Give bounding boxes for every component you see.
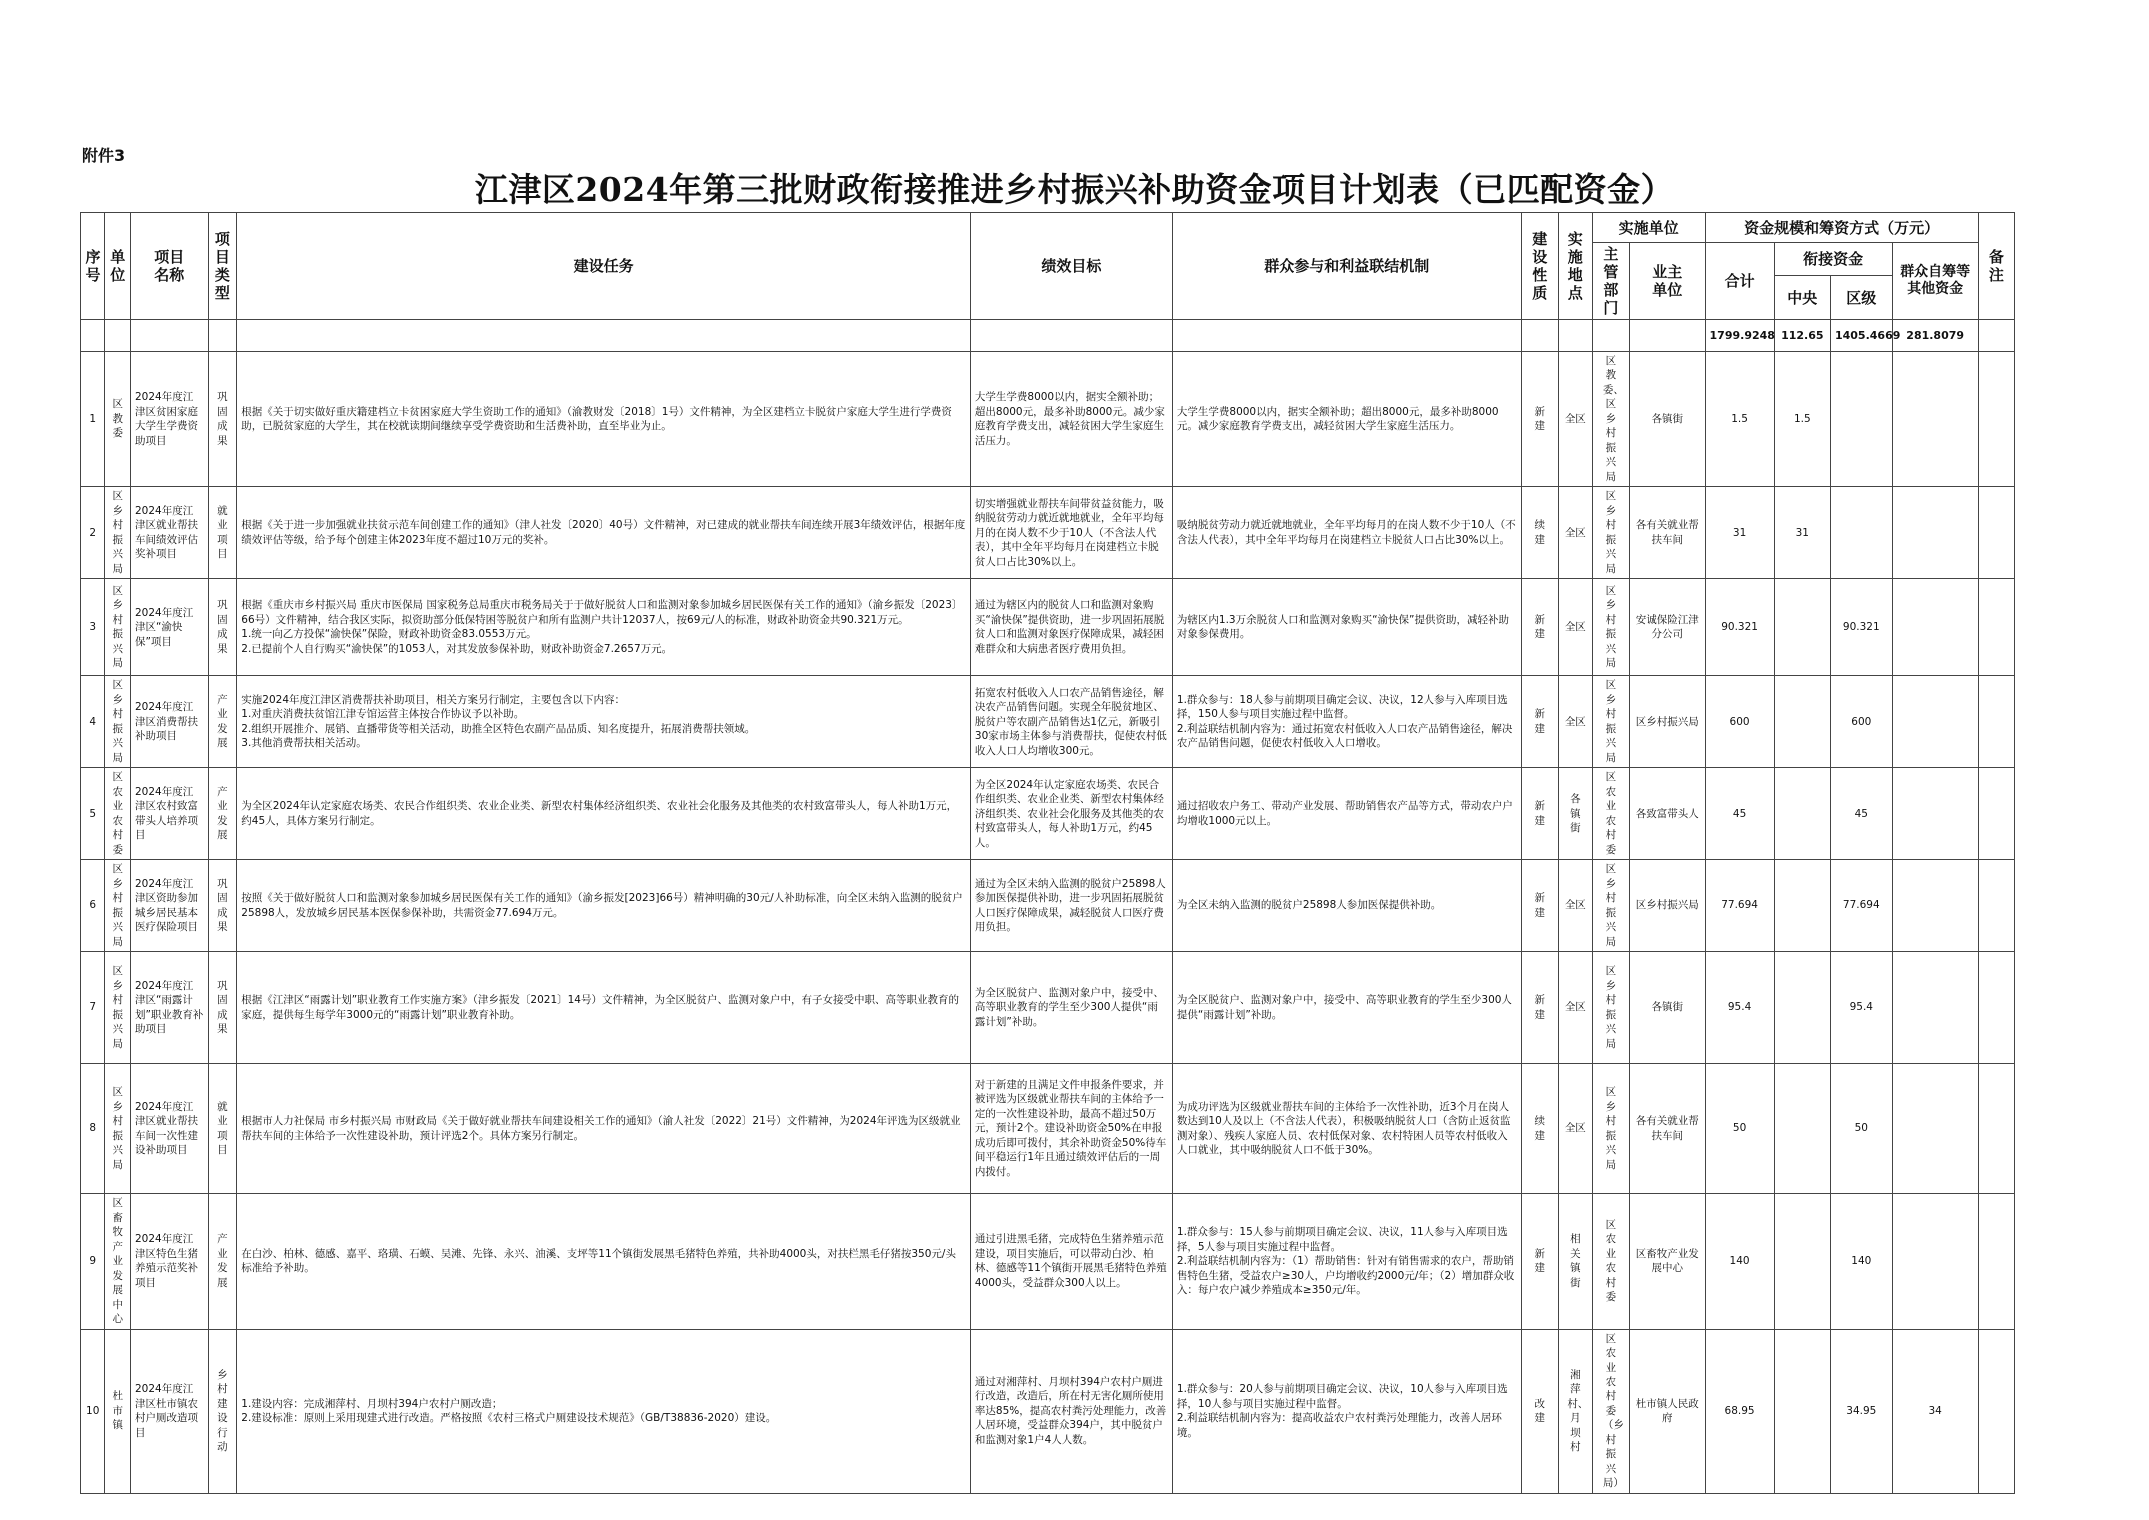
cell-total: 140 bbox=[1705, 1194, 1774, 1329]
cell-self bbox=[1892, 768, 1978, 860]
cell-mechanism: 为全区脱贫户、监测对象户中，接受中、高等职业教育的学生至少300人提供“雨露计划”补助。 bbox=[1172, 952, 1521, 1064]
cell-task: 根据《江津区“雨露计划”职业教育工作实施方案》（津乡振发〔2021〕14号）文件精神，为全区脱贫户、监测对象户中，有子女接受中职、高等职业教育的家庭，提供每生每学年3000元的“雨露计划”职业教育补助。 bbox=[237, 952, 971, 1064]
cell-central bbox=[1774, 1194, 1830, 1329]
cell-unit: 区教委 bbox=[105, 352, 131, 487]
cell-place: 全区 bbox=[1558, 1064, 1592, 1194]
cell-total: 95.4 bbox=[1705, 952, 1774, 1064]
header-nature: 建设性质 bbox=[1521, 213, 1558, 320]
cell-name: 2024年度江津区就业帮扶车间一次性建设补助项目 bbox=[130, 1064, 208, 1194]
cell-goal: 为全区2024年认定家庭农场类、农民合作组织类、农业企业类、新型农村集体经济组织类、农业社会化服务及其他类的农村致富带头人，每人补助1万元，约45人。 bbox=[970, 768, 1172, 860]
totals-row bbox=[81, 320, 2015, 352]
annex-label: 附件3 bbox=[82, 146, 126, 165]
cell-note bbox=[1978, 1329, 2014, 1493]
cell-seq: 8 bbox=[81, 1064, 105, 1194]
cell-nature: 新建 bbox=[1521, 952, 1558, 1064]
header-district: 区级 bbox=[1830, 276, 1892, 320]
table-row bbox=[81, 1329, 2015, 1493]
cell-note bbox=[1978, 768, 2014, 860]
cell-mechanism: 1.群众参与：18人参与前期项目确定会议、决议，12人参与入库项目选择，150人参与项目实施过程中监督。 2.利益联结机制内容为：通过拓宽农村低收入人口农产品销售途径，解决农产品销售问题，促使农村低收入人口增收。 bbox=[1172, 676, 1521, 768]
cell-district: 34.95 bbox=[1830, 1329, 1892, 1493]
cell-goal: 为全区脱贫户、监测对象户中，接受中、高等职业教育的学生至少300人提供“雨露计划”补助。 bbox=[970, 952, 1172, 1064]
header-name: 项目名称 bbox=[130, 213, 208, 320]
header-type: 项目类型 bbox=[208, 213, 237, 320]
header-funds: 资金规模和筹资方式（万元） bbox=[1705, 213, 1978, 243]
total-district: 1405.4669 bbox=[1830, 320, 1892, 352]
cell-dept: 区乡村振兴局 bbox=[1592, 860, 1629, 952]
cell-name: 2024年度江津区“渝快保”项目 bbox=[130, 579, 208, 676]
cell-goal: 切实增强就业帮扶车间带贫益贫能力，吸纳脱贫劳动力就近就地就业，全年平均每月的在岗人数不少于10人（不含法人代表），其中全年平均每月在岗建档立卡脱贫人口占比30%以上。 bbox=[970, 487, 1172, 579]
cell-nature: 续建 bbox=[1521, 1064, 1558, 1194]
cell-mechanism: 为成功评选为区级就业帮扶车间的主体给予一次性补助，近3个月在岗人数达到10人及以上（不含法人代表），积极吸纳脱贫人口（含防止返贫监测对象）、残疾人家庭人员、农村低保对象、农村特困人员等农村低收入人口就业，其中吸纳脱贫人口不低于30%。 bbox=[1172, 1064, 1521, 1194]
cell-name: 2024年度江津区贫困家庭大学生学费资助项目 bbox=[130, 352, 208, 487]
cell-place: 各镇街 bbox=[1558, 768, 1592, 860]
cell-task: 在白沙、柏林、德感、嘉平、珞璜、石蟆、吴滩、先锋、永兴、油溪、支坪等11个镇街发展黑毛猪特色养殖，共补助4000头，对扶栏黑毛仔猪按350元/头标准给予补助。 bbox=[237, 1194, 971, 1329]
cell-district: 50 bbox=[1830, 1064, 1892, 1194]
cell-central bbox=[1774, 860, 1830, 952]
cell-owner: 安诚保险江津分公司 bbox=[1630, 579, 1706, 676]
cell-unit: 区乡村振兴局 bbox=[105, 676, 131, 768]
cell-unit: 区乡村振兴局 bbox=[105, 952, 131, 1064]
cell-district: 140 bbox=[1830, 1194, 1892, 1329]
cell-owner: 各致富带头人 bbox=[1630, 768, 1706, 860]
cell-note bbox=[1978, 352, 2014, 487]
total-sum: 1799.9248 bbox=[1705, 320, 1774, 352]
cell-note bbox=[1978, 487, 2014, 579]
cell-district: 90.321 bbox=[1830, 579, 1892, 676]
cell-goal: 通过为全区未纳入监测的脱贫户25898人参加医保提供补助，进一步巩固拓展脱贫人口医疗保障成果，减轻脱贫人口医疗费用负担。 bbox=[970, 860, 1172, 952]
cell-type: 产业发展 bbox=[208, 676, 237, 768]
cell-name: 2024年度江津区资助参加城乡居民基本医疗保险项目 bbox=[130, 860, 208, 952]
cell-dept: 区农业农村委 bbox=[1592, 768, 1629, 860]
cell-nature: 新建 bbox=[1521, 579, 1558, 676]
cell-self bbox=[1892, 579, 1978, 676]
cell-owner: 各镇街 bbox=[1630, 952, 1706, 1064]
cell-note bbox=[1978, 676, 2014, 768]
cell-dept: 区乡村振兴局 bbox=[1592, 1064, 1629, 1194]
cell-mechanism: 大学生学费8000以内，据实全额补助；超出8000元，最多补助8000元。减少家庭教育学费支出，减轻贫困大学生家庭生活压力。 bbox=[1172, 352, 1521, 487]
cell-mechanism: 1.群众参与：15人参与前期项目确定会议、决议，11人参与入库项目选择，5人参与项目实施过程中监督。 2.利益联结机制内容为：（1）帮助销售：针对有销售需求的农户，帮助销售特色生猪，受益农户≥30人，户均增收约2000元/年；（2）增加群众收入：每户农户减少养殖成本≥350元/年。 bbox=[1172, 1194, 1521, 1329]
cell-type: 巩固成果 bbox=[208, 952, 237, 1064]
cell-central bbox=[1774, 952, 1830, 1064]
cell-name: 2024年度江津区消费帮扶补助项目 bbox=[130, 676, 208, 768]
cell-dept: 区农业农村委（乡村振兴局） bbox=[1592, 1329, 1629, 1493]
cell-name: 2024年度江津区特色生猪养殖示范奖补项目 bbox=[130, 1194, 208, 1329]
cell-nature: 新建 bbox=[1521, 676, 1558, 768]
cell-unit: 区乡村振兴局 bbox=[105, 579, 131, 676]
cell-unit: 区乡村振兴局 bbox=[105, 1064, 131, 1194]
cell-self bbox=[1892, 952, 1978, 1064]
cell-mechanism: 为辖区内1.3万余脱贫人口和监测对象购买“渝快保”提供资助，减轻补助对象参保费用。 bbox=[1172, 579, 1521, 676]
cell-goal: 通过对湘萍村、月坝村394户农村户厕进行改造，改造后，所在村无害化厕所使用率达85%，提高农村粪污处理能力，改善人居环境，受益群众394户，其中脱贫户和监测对象1户4人人数。 bbox=[970, 1329, 1172, 1493]
cell-self bbox=[1892, 487, 1978, 579]
cell-self bbox=[1892, 676, 1978, 768]
cell-total: 90.321 bbox=[1705, 579, 1774, 676]
cell-owner: 各有关就业帮扶车间 bbox=[1630, 1064, 1706, 1194]
cell-mechanism: 通过招收农户务工、带动产业发展、帮助销售农产品等方式，带动农户户均增收1000元以上。 bbox=[1172, 768, 1521, 860]
cell-seq: 7 bbox=[81, 952, 105, 1064]
cell-self bbox=[1892, 1194, 1978, 1329]
cell-total: 45 bbox=[1705, 768, 1774, 860]
cell-place: 相关镇街 bbox=[1558, 1194, 1592, 1329]
cell-district: 77.694 bbox=[1830, 860, 1892, 952]
table-row bbox=[81, 1064, 2015, 1194]
cell-unit: 区畜牧产业发展中心 bbox=[105, 1194, 131, 1329]
cell-self bbox=[1892, 352, 1978, 487]
cell-total: 68.95 bbox=[1705, 1329, 1774, 1493]
table-row bbox=[81, 768, 2015, 860]
header-mechanism: 群众参与和利益联结机制 bbox=[1172, 213, 1521, 320]
header-dept: 主管部门 bbox=[1592, 243, 1629, 320]
cell-type: 乡村建设行动 bbox=[208, 1329, 237, 1493]
cell-note bbox=[1978, 1194, 2014, 1329]
cell-type: 巩固成果 bbox=[208, 352, 237, 487]
cell-type: 就业项目 bbox=[208, 1064, 237, 1194]
cell-dept: 区乡村振兴局 bbox=[1592, 676, 1629, 768]
cell-central bbox=[1774, 579, 1830, 676]
cell-central: 31 bbox=[1774, 487, 1830, 579]
header-implementing-unit: 实施单位 bbox=[1592, 213, 1705, 243]
cell-central bbox=[1774, 1329, 1830, 1493]
cell-owner: 区畜牧产业发展中心 bbox=[1630, 1194, 1706, 1329]
cell-task: 根据《关于进一步加强就业扶贫示范车间创建工作的通知》（津人社发〔2020〕40号）文件精神，对已建成的就业帮扶车间连续开展3年绩效评估，根据年度绩效评估等级，给予每个创建主体2023年度不超过10万元的奖补。 bbox=[237, 487, 971, 579]
cell-unit: 区乡村振兴局 bbox=[105, 860, 131, 952]
cell-dept: 区乡村振兴局 bbox=[1592, 579, 1629, 676]
cell-name: 2024年度江津区农村致富带头人培养项目 bbox=[130, 768, 208, 860]
table-row bbox=[81, 1194, 2015, 1329]
cell-nature: 新建 bbox=[1521, 352, 1558, 487]
cell-place: 全区 bbox=[1558, 352, 1592, 487]
cell-seq: 1 bbox=[81, 352, 105, 487]
cell-self: 34 bbox=[1892, 1329, 1978, 1493]
cell-nature: 新建 bbox=[1521, 1194, 1558, 1329]
cell-unit: 区农业农村委 bbox=[105, 768, 131, 860]
header-link-funds: 衔接资金 bbox=[1774, 243, 1892, 276]
header-note: 备注 bbox=[1978, 213, 2014, 320]
cell-mechanism: 吸纳脱贫劳动力就近就地就业，全年平均每月的在岗人数不少于10人（不含法人代表），其中全年平均每月在岗建档立卡脱贫人口占比30%以上。 bbox=[1172, 487, 1521, 579]
cell-task: 1.建设内容：完成湘萍村、月坝村394户农村户厕改造； 2.建设标准：原则上采用现建式进行改造。严格按照《农村三格式户厕建设技术规范》（GB/T38836-2020）建设。 bbox=[237, 1329, 971, 1493]
cell-type: 产业发展 bbox=[208, 1194, 237, 1329]
document-title: 江津区2024年第三批财政衔接推进乡村振兴补助资金项目计划表（已匹配资金） bbox=[474, 170, 1675, 209]
cell-note bbox=[1978, 1064, 2014, 1194]
total-central: 112.65 bbox=[1774, 320, 1830, 352]
cell-task: 根据《重庆市乡村振兴局 重庆市医保局 国家税务总局重庆市税务局关于于做好脱贫人口和监测对象参加城乡居民医保有关工作的通知》（渝乡振发〔2023〕66号）文件精神，结合我区实际，拟资助部分低保特困等脱贫户和所有监测户共计12037人，按69元/人的标准，财政补助资金共90.321万元。 1.统一向乙方投保“渝快保”保险，财政补助资金83.0553万元。 2.已提前个人自行购买“渝快保”的1053人，对其发放参保补助，财政补助资金7.2657万元。 bbox=[237, 579, 971, 676]
cell-type: 巩固成果 bbox=[208, 860, 237, 952]
cell-seq: 6 bbox=[81, 860, 105, 952]
cell-note bbox=[1978, 860, 2014, 952]
cell-district: 45 bbox=[1830, 768, 1892, 860]
table-row bbox=[81, 487, 2015, 579]
cell-note bbox=[1978, 952, 2014, 1064]
cell-task: 根据市人力社保局 市乡村振兴局 市财政局《关于做好就业帮扶车间建设相关工作的通知》（渝人社发〔2022〕21号）文件精神，为2024年评选为区级就业帮扶车间的主体给予一次性建设补助，预计评选2个。具体方案另行制定。 bbox=[237, 1064, 971, 1194]
cell-goal: 大学生学费8000以内，据实全额补助；超出8000元，最多补助8000元。减少家庭教育学费支出，减轻贫困大学生家庭生活压力。 bbox=[970, 352, 1172, 487]
cell-note bbox=[1978, 579, 2014, 676]
cell-self bbox=[1892, 1064, 1978, 1194]
cell-mechanism: 为全区未纳入监测的脱贫户25898人参加医保提供补助。 bbox=[1172, 860, 1521, 952]
header-self-funds: 群众自筹等其他资金 bbox=[1892, 243, 1978, 320]
cell-total: 77.694 bbox=[1705, 860, 1774, 952]
cell-owner: 各镇街 bbox=[1630, 352, 1706, 487]
cell-goal: 拓宽农村低收入人口农产品销售途径，解决农产品销售问题。实现全年脱贫地区、脱贫户等农副产品销售达1亿元，新吸引30家市场主体参与消费帮扶，促使农村低收入人口人均增收300元。 bbox=[970, 676, 1172, 768]
cell-owner: 区乡村振兴局 bbox=[1630, 676, 1706, 768]
cell-central bbox=[1774, 676, 1830, 768]
cell-seq: 10 bbox=[81, 1329, 105, 1493]
cell-total: 31 bbox=[1705, 487, 1774, 579]
cell-central: 1.5 bbox=[1774, 352, 1830, 487]
cell-owner: 区乡村振兴局 bbox=[1630, 860, 1706, 952]
cell-owner: 杜市镇人民政府 bbox=[1630, 1329, 1706, 1493]
cell-task: 根据《关于切实做好重庆籍建档立卡贫困家庭大学生资助工作的通知》（渝教财发〔2018〕1号）文件精神，为全区建档立卡脱贫户家庭大学生进行学费资助，已脱贫家庭的大学生，其在校就读期间继续享受学费资助和生活费补助，直至毕业为止。 bbox=[237, 352, 971, 487]
cell-goal: 通过为辖区内的脱贫人口和监测对象购买“渝快保”提供资助，进一步巩固拓展脱贫人口和监测对象医疗保障成果，减轻困难群众和大病患者医疗费用负担。 bbox=[970, 579, 1172, 676]
cell-seq: 9 bbox=[81, 1194, 105, 1329]
header-task: 建设任务 bbox=[237, 213, 971, 320]
header-goal: 绩效目标 bbox=[970, 213, 1172, 320]
cell-seq: 4 bbox=[81, 676, 105, 768]
cell-central bbox=[1774, 768, 1830, 860]
cell-place: 全区 bbox=[1558, 860, 1592, 952]
cell-goal: 对于新建的且满足文件申报条件要求，并被评选为区级就业帮扶车间的主体给予一定的一次性建设补助，最高不超过50万元，预计2个。建设补助资金50%在申报成功后即可拨付，其余补助资金50%待车间平稳运行1年且通过绩效评估后的一周内拨付。 bbox=[970, 1064, 1172, 1194]
cell-nature: 续建 bbox=[1521, 487, 1558, 579]
table-row bbox=[81, 352, 2015, 487]
cell-dept: 区乡村振兴局 bbox=[1592, 952, 1629, 1064]
total-self: 281.8079 bbox=[1892, 320, 1978, 352]
cell-nature: 新建 bbox=[1521, 768, 1558, 860]
header-place: 实施地点 bbox=[1558, 213, 1592, 320]
cell-place: 全区 bbox=[1558, 676, 1592, 768]
cell-nature: 新建 bbox=[1521, 860, 1558, 952]
header-unit: 单位 bbox=[105, 213, 131, 320]
header-central: 中央 bbox=[1774, 276, 1830, 320]
cell-seq: 5 bbox=[81, 768, 105, 860]
cell-district bbox=[1830, 487, 1892, 579]
cell-unit: 杜市镇 bbox=[105, 1329, 131, 1493]
table-row bbox=[81, 860, 2015, 952]
header-total: 合计 bbox=[1705, 243, 1774, 320]
project-plan-table bbox=[80, 212, 2015, 1494]
cell-task: 为全区2024年认定家庭农场类、农民合作组织类、农业企业类、新型农村集体经济组织类、农业社会化服务及其他类的农村致富带头人，每人补助1万元，约45人，具体方案另行制定。 bbox=[237, 768, 971, 860]
cell-place: 全区 bbox=[1558, 487, 1592, 579]
cell-type: 巩固成果 bbox=[208, 579, 237, 676]
table-row bbox=[81, 676, 2015, 768]
cell-goal: 通过引进黑毛猪，完成特色生猪养殖示范建设，项目实施后，可以带动白沙、柏林、德感等11个镇街开展黑毛猪特色养殖4000头，受益群众300人以上。 bbox=[970, 1194, 1172, 1329]
cell-seq: 2 bbox=[81, 487, 105, 579]
cell-district: 95.4 bbox=[1830, 952, 1892, 1064]
cell-type: 就业项目 bbox=[208, 487, 237, 579]
header-row-1 bbox=[81, 213, 2015, 243]
cell-owner: 各有关就业帮扶车间 bbox=[1630, 487, 1706, 579]
header-owner: 业主单位 bbox=[1630, 243, 1706, 320]
cell-unit: 区乡村振兴局 bbox=[105, 487, 131, 579]
cell-central bbox=[1774, 1064, 1830, 1194]
table-row bbox=[81, 579, 2015, 676]
cell-place: 全区 bbox=[1558, 579, 1592, 676]
cell-place: 湘萍村、月坝村 bbox=[1558, 1329, 1592, 1493]
cell-name: 2024年度江津区杜市镇农村户厕改造项目 bbox=[130, 1329, 208, 1493]
cell-place: 全区 bbox=[1558, 952, 1592, 1064]
cell-task: 实施2024年度江津区消费帮扶补助项目，相关方案另行制定，主要包含以下内容： 1.对重庆消费扶贫馆江津专馆运营主体按合作协议予以补助。 2.组织开展推介、展销、直播带货等相关活动，助推全区特色农副产品品质、知名度提升，拓展消费帮扶领域。 3.其他消费帮扶相关活动。 bbox=[237, 676, 971, 768]
cell-total: 1.5 bbox=[1705, 352, 1774, 487]
cell-total: 50 bbox=[1705, 1064, 1774, 1194]
cell-name: 2024年度江津区“雨露计划”职业教育补助项目 bbox=[130, 952, 208, 1064]
cell-nature: 改建 bbox=[1521, 1329, 1558, 1493]
cell-dept: 区乡村振兴局 bbox=[1592, 487, 1629, 579]
cell-district: 600 bbox=[1830, 676, 1892, 768]
cell-name: 2024年度江津区就业帮扶车间绩效评估奖补项目 bbox=[130, 487, 208, 579]
cell-self bbox=[1892, 860, 1978, 952]
cell-mechanism: 1.群众参与：20人参与前期项目确定会议、决议，10人参与入库项目选择，10人参与项目实施过程中监督。 2.利益联结机制内容为：提高收益农户农村粪污处理能力，改善人居环境。 bbox=[1172, 1329, 1521, 1493]
cell-total: 600 bbox=[1705, 676, 1774, 768]
header-seq: 序号 bbox=[81, 213, 105, 320]
table-row bbox=[81, 952, 2015, 1064]
cell-seq: 3 bbox=[81, 579, 105, 676]
cell-task: 按照《关于做好脱贫人口和监测对象参加城乡居民医保有关工作的通知》（渝乡振发[2023]66号）精神明确的30元/人补助标准，向全区未纳入监测的脱贫户25898人，发放城乡居民基本医保参保补助，共需资金77.694万元。 bbox=[237, 860, 971, 952]
cell-district bbox=[1830, 352, 1892, 487]
cell-dept: 区教委、区乡村振兴局 bbox=[1592, 352, 1629, 487]
cell-dept: 区农业农村委 bbox=[1592, 1194, 1629, 1329]
cell-type: 产业发展 bbox=[208, 768, 237, 860]
